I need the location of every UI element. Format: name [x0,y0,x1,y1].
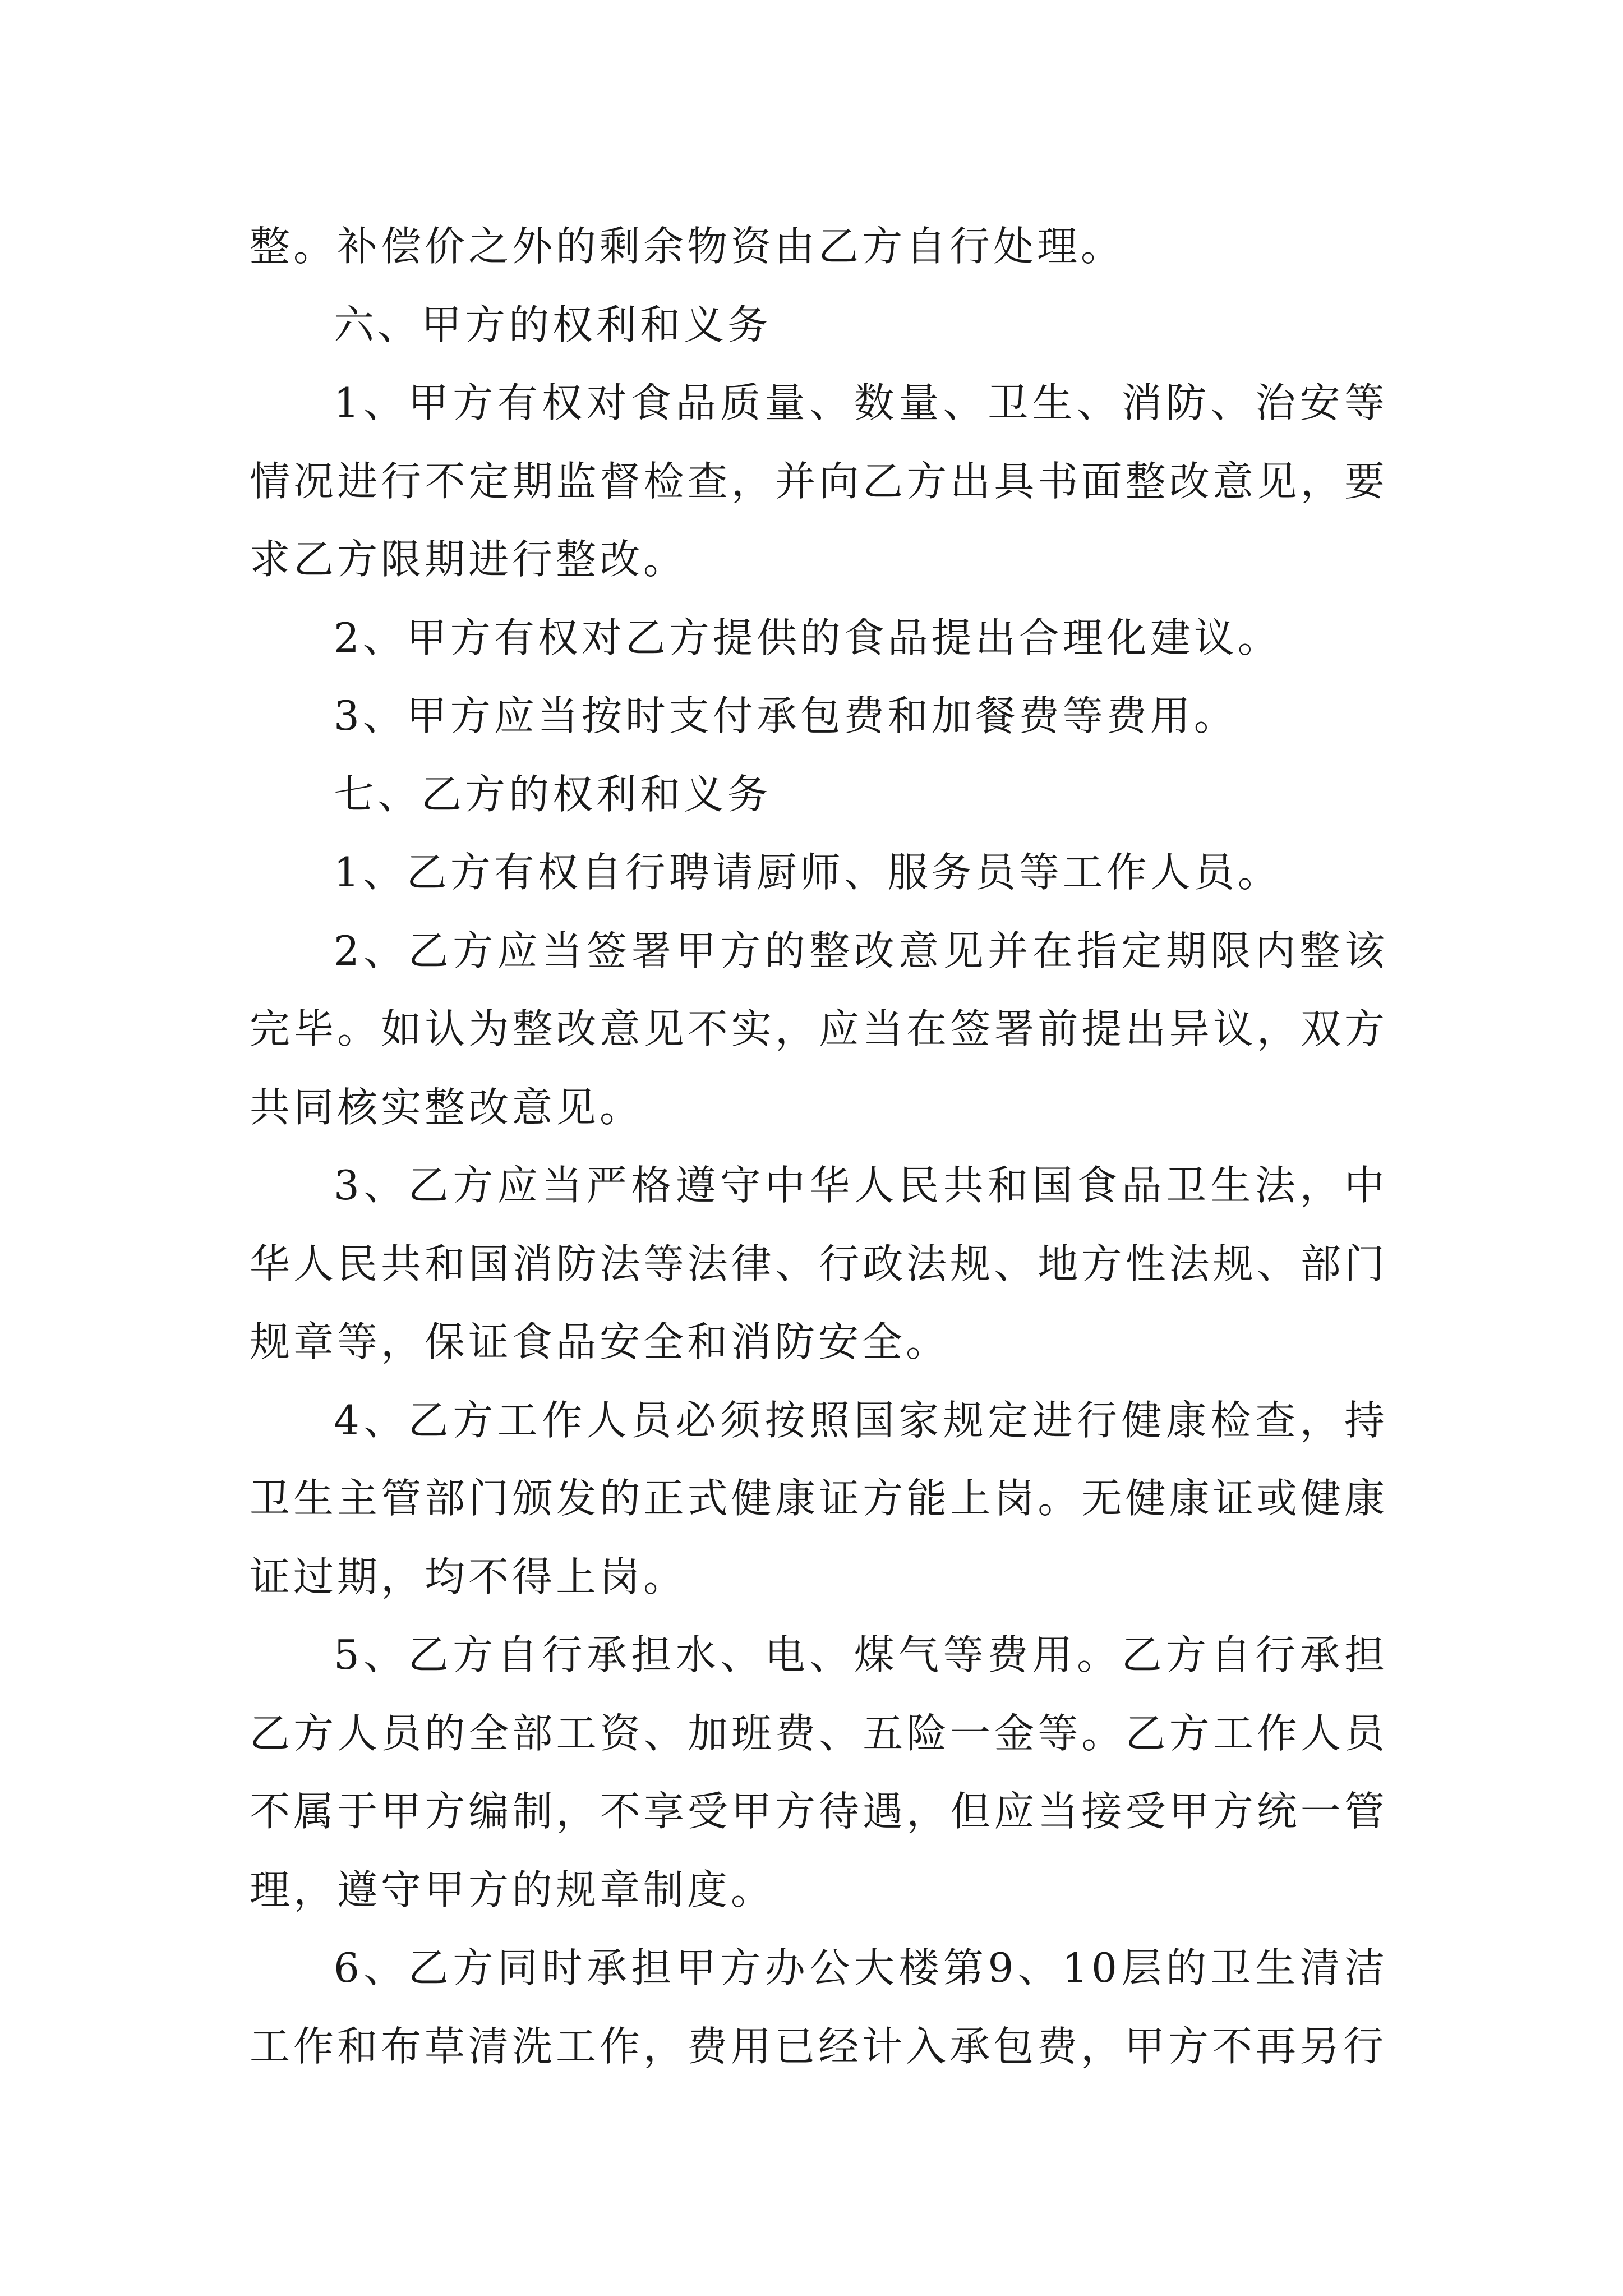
paragraph-party-b-3: 3、乙方应当严格遵守中华人民共和国食品卫生法，中华人民共和国消防法等法律、行政法规、地方性法规、部门规章等，保证食品安全和消防安全。 [250,1162,1388,1365]
paragraph-party-a-3: 3、甲方应当按时支付承包费和加餐费等费用。 [334,692,1238,739]
paragraph-party-b-4: 4、乙方工作人员必须按照国家规定进行健康检查，持卫生主管部门颁发的正式健康证方能上岗。无健康证或健康证过期，均不得上岗。 [250,1396,1388,1600]
paragraph-party-b-6: 6、乙方同时承担甲方办公大楼第9、10层的卫生清洁工作和布草清洗工作，费用已经计入承包费，甲方不再另行 [250,1944,1388,2070]
paragraph-party-a-1: 1、甲方有权对食品质量、数量、卫生、消防、治安等情况进行不定期监督检查，并向乙方出具书面整改意见，要求乙方限期进行整改。 [250,379,1388,583]
paragraph-party-b-2: 2、乙方应当签署甲方的整改意见并在指定期限内整该完毕。如认为整改意见不实，应当在签署前提出异议，双方共同核实整改意见。 [250,927,1388,1131]
section-heading-party-b: 七、乙方的权利和义务 [334,770,772,818]
paragraph-party-b-5: 5、乙方自行承担水、电、煤气等费用。乙方自行承担乙方人员的全部工资、加班费、五险一金等。乙方工作人员不属于甲方编制，不享受甲方待遇，但应当接受甲方统一管理，遵守甲方的规章制度。 [250,1631,1388,1913]
paragraph-party-a-2: 2、甲方有权对乙方提供的食品提出合理化建议。 [334,614,1281,661]
paragraph-0: 整。补偿价之外的剩余物资由乙方自行处理。 [250,223,1125,270]
document-body [250,208,1388,2086]
paragraph-party-b-1: 1、乙方有权自行聘请厨师、服务员等工作人员。 [334,849,1281,896]
section-heading-party-a: 六、甲方的权利和义务 [334,301,772,348]
